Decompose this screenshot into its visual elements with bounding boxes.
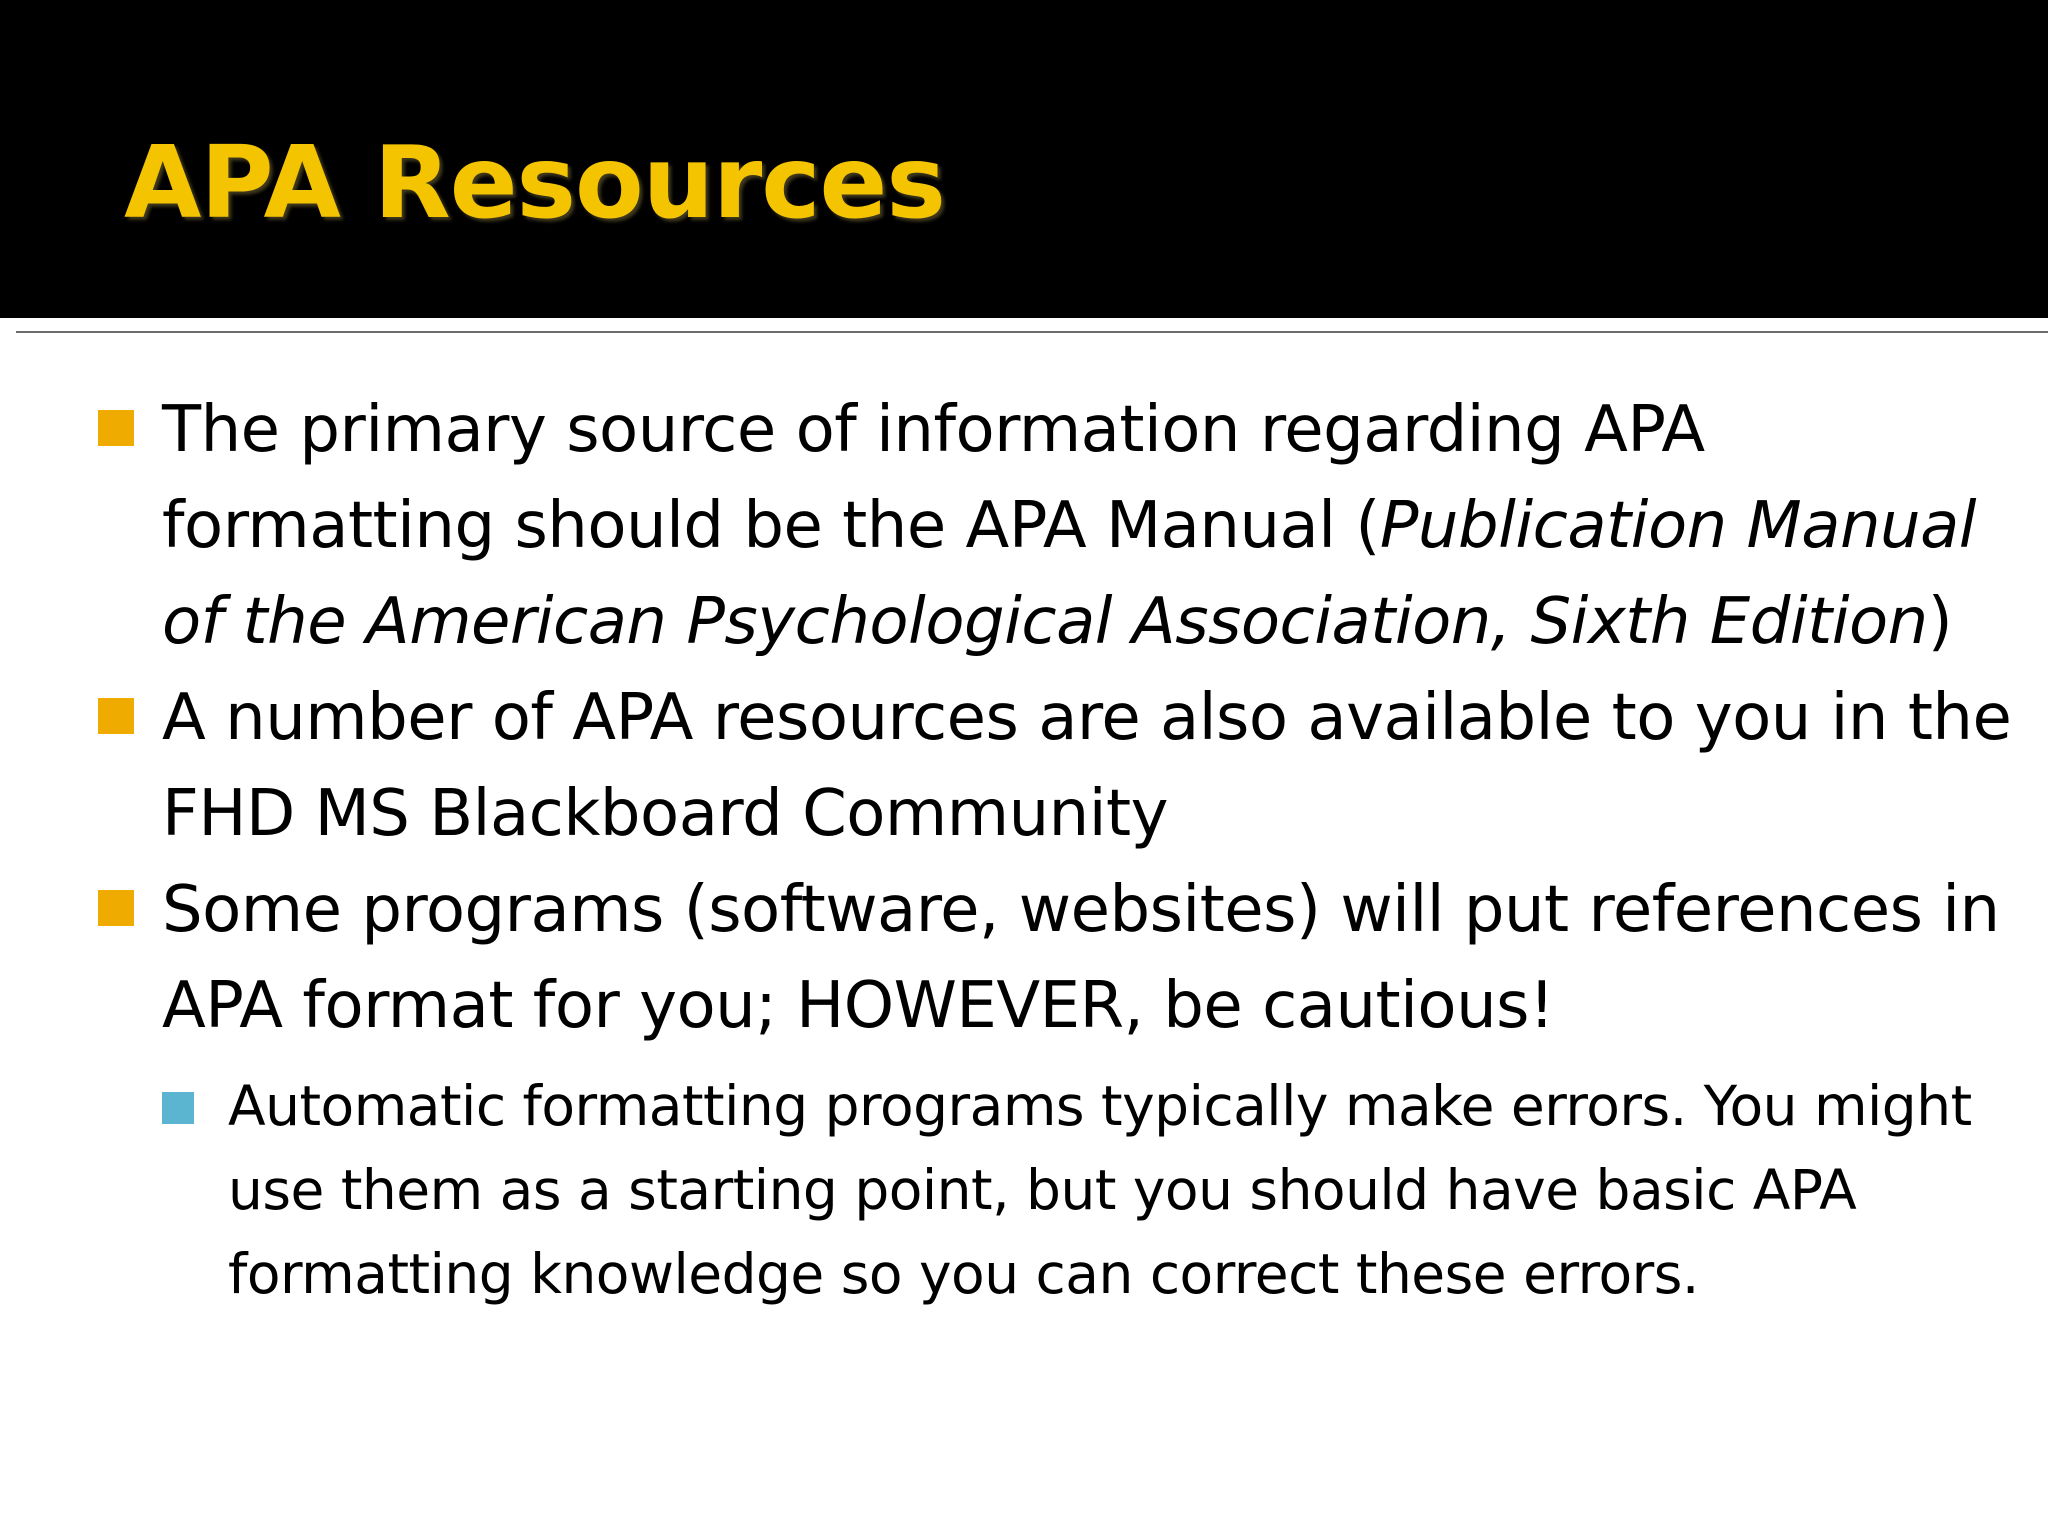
bullet-text: Some programs (software, websites) will put references in APA format for you; HOWEVER, be cautious! <box>162 873 2000 1043</box>
square-bullet-icon <box>98 410 134 446</box>
square-bullet-icon <box>98 698 134 734</box>
title-divider <box>16 331 2048 333</box>
bullet-text-segment: The primary source of information regarding APA formatting should be the APA Manual ( <box>162 393 1705 563</box>
slide-body <box>0 382 2048 1316</box>
bullet-item <box>162 862 2012 1054</box>
bullet-item <box>162 670 2012 862</box>
bullet-text: A number of APA resources are also available to you in the FHD MS Blackboard Community <box>162 681 2012 851</box>
sub-bullet-item <box>228 1064 2008 1316</box>
title-bar <box>0 0 2048 318</box>
bullet-text <box>162 393 1976 659</box>
square-sub-bullet-icon <box>162 1092 194 1124</box>
bullet-text-segment: ) <box>1927 585 1953 659</box>
bullet-text-italic: Publication Manual of the American Psychological Association, Sixth Edition <box>162 489 1977 659</box>
square-bullet-icon <box>98 890 134 926</box>
sub-bullet-text: Automatic formatting programs typically make errors. You might use them as a starting point, but you should have basic APA formatting knowledge so you can correct these errors. <box>228 1074 1972 1306</box>
bullet-item <box>162 382 2012 670</box>
slide-title: APA Resources <box>124 124 945 241</box>
